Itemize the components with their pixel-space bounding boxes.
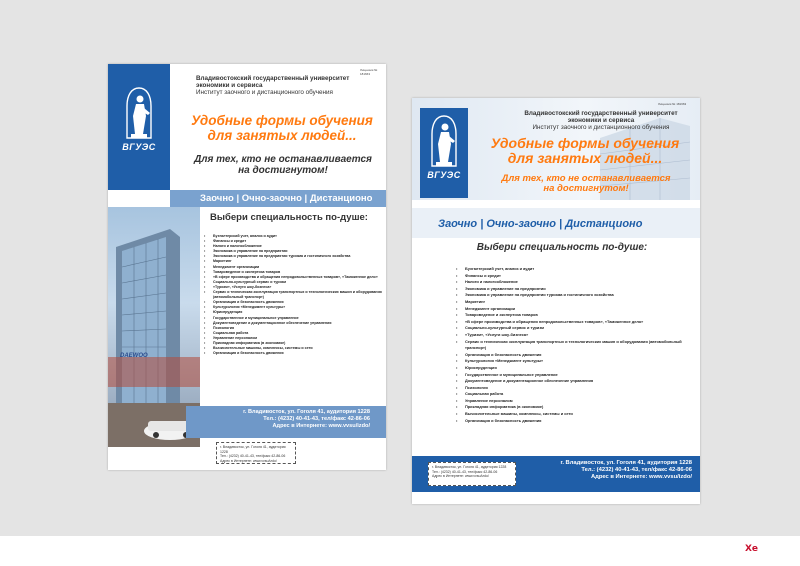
university-logo (427, 114, 461, 184)
list-item: • Управление персоналом (456, 398, 692, 405)
list-item: • «В сфере производства и обращения непродовольственных товаров», «Таможенное дело» (456, 319, 692, 326)
list-item: • Психология (204, 326, 382, 331)
logo-text: ВГУЭС (427, 170, 461, 180)
list-item: • Менеджмент организации (456, 306, 692, 313)
list-item: • «Туризм», «Услуги шоу-бизнеса» (456, 332, 692, 339)
list-item: • Бухгалтерский учет, анализ и аудит (456, 266, 692, 273)
list-item: • Управление персоналом (204, 336, 382, 341)
contact-address: г. Владивосток, ул. Гоголя 41, аудитория 1228 Тел.: (4232) 40-41-43, тел/факс 42-86-06 Адрес в Интернете: www.vvsu/izdo/ (243, 409, 370, 429)
building-sign: DAEWOO (120, 353, 148, 359)
contact-address: г. Владивосток, ул. Гоголя 41, аудитория 1228 Тел.: (4232) 40-41-43, тел/факс 42-86-06 Адрес в Интернете: www.vvsu/izdo/ (560, 460, 692, 481)
list-item: • Налоги и налогообложение (204, 244, 382, 249)
list-item: • Прикладная информатика (в экономике) (456, 404, 692, 411)
list-item: • Культурология «Менеджмент культуры» (456, 358, 692, 365)
list-item: • Социально-культурный сервис и туризм (204, 280, 382, 285)
list-item: • Налоги и налогообложение (456, 279, 692, 286)
list-item: • Документоведение и документационное обеспечение управления (456, 378, 692, 385)
logo-text: ВГУЭС (122, 142, 156, 152)
list-item: • Социальная работа (204, 331, 382, 336)
university-logo (122, 86, 156, 156)
list-item: • Юриспруденция (456, 365, 692, 372)
list-item: • Вычислительные машины, комплексы, системы и сети (456, 411, 692, 418)
list-item: • Маркетинг (456, 299, 692, 306)
list-item: • Социальная работа (456, 391, 692, 398)
specialty-list (456, 266, 692, 424)
list-item: • Организация и безопасность движения (456, 352, 692, 359)
watermark-logo: Хе (744, 544, 758, 554)
poster-left (108, 64, 386, 470)
university-name: Владивостокский государственный университет экономики и сервиса Институт заочного и дистанционного обучения (196, 75, 350, 97)
list-item: • Менеджмент организации (204, 265, 382, 270)
tagline: Удобные формы обучения для занятых людей... (191, 113, 373, 143)
tear-off-coupon: г. Владивосток, ул. Гоголя 41, аудитория 1228 Тел.: (4232) 40-41-43, тел/факс 42-86-06 Адрес в Интернете: www.vvsu/izdo/ (216, 442, 296, 464)
list-item: • Экономика и управление на предприятии туризма и гостиничного хозяйства (456, 292, 692, 299)
list-item: • Прикладная информатика (в экономике) (204, 341, 382, 346)
list-item: • Финансы и кредит (456, 273, 692, 280)
bottom-strip (0, 536, 800, 566)
subtitle: Для тех, кто не останавливается на достигнутом! (501, 173, 671, 195)
tagline: Удобные формы обучения для занятых людей... (490, 135, 680, 167)
list-item: • Финансы и кредит (204, 239, 382, 244)
list-item: • Маркетинг (204, 259, 382, 264)
study-forms: Заочно | Очно-заочно | Дистанционо (200, 193, 373, 204)
list-item: • Юриспруденция (204, 310, 382, 315)
list-item: • Вычислительные машины, комплексы, системы и сети (204, 346, 382, 351)
choose-specialty: Выбери специальность по-душе: (210, 212, 368, 223)
list-item: • Сервис и техническая эксплуатация транспортных и технологических машин и оборудования (автомобильный транспорт) (204, 290, 382, 300)
list-item: • «В сфере производства и обращения непродовольственных товаров», «Таможенное дело» (204, 275, 382, 280)
subtitle: Для тех, кто не останавливается на достигнутом! (194, 154, 372, 176)
university-name: Владивостокский государственный университет экономики и сервиса Институт заочного и дистанционного обучения (524, 110, 678, 132)
list-item: • Экономика и управление на предприятии туризма и гостиничного хозяйства (204, 254, 382, 259)
list-item: • Государственное и муниципальное управление (204, 316, 382, 321)
list-item: • Социально-культурный сервис и туризм (456, 325, 692, 332)
list-item: • Товароведение и экспертиза товаров (204, 270, 382, 275)
list-item: • Сервис и техническая эксплуатация транспортных и технологических машин и оборудования (автомобильный транспорт) (456, 339, 692, 352)
list-item: • Организация и безопасность движения (204, 351, 382, 356)
list-item: • Организация и безопасность движения (456, 418, 692, 425)
poster-right (412, 98, 700, 504)
list-item: • Экономика и управление на предприятии (456, 286, 692, 293)
study-forms: Заочно | Очно-заочно | Дистанционо (438, 218, 643, 230)
list-item: • Товароведение и экспертиза товаров (456, 312, 692, 319)
list-item: • «Туризм», «Услуги шоу-бизнеса» (204, 285, 382, 290)
choose-specialty: Выбери специальность по-душе: (476, 242, 648, 253)
list-item: • Экономика и управление на предприятии (204, 249, 382, 254)
specialty-list (204, 234, 382, 356)
list-item: • Государственное и муниципальное управление (456, 372, 692, 379)
list-item: • Психология (456, 385, 692, 392)
list-item: • Бухгалтерский учет, анализ и аудит (204, 234, 382, 239)
license-number: Лицензия № 181663 (658, 102, 687, 106)
list-item: • Культурология «Менеджмент культуры» (204, 305, 382, 310)
list-item: • Организация и безопасность движения (204, 300, 382, 305)
license-number: Лицензия № 181663 (360, 68, 378, 76)
tear-off-coupon: г. Владивосток, ул. Гоголя 41, аудитория 1228 Тел.: (4232) 40-41-43, тел/факс 42-86-06 Адрес в Интернете: www.vvsu/izdo/ (428, 462, 516, 486)
list-item: • Документоведение и документационное обеспечение управления (204, 321, 382, 326)
